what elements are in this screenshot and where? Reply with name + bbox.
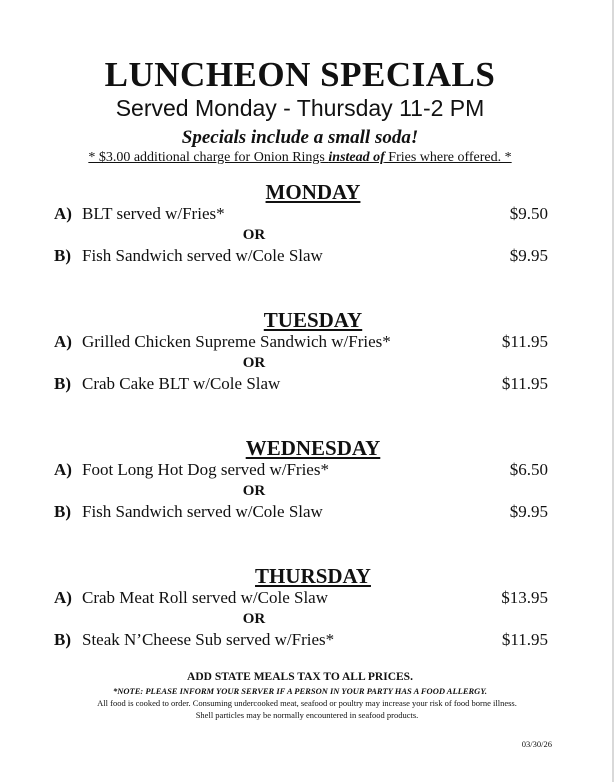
item-description: Grilled Chicken Supreme Sandwich w/Fries* [82,332,391,351]
item-description: Fish Sandwich served w/Cole Slaw [82,502,323,521]
menu-item [54,374,548,396]
item-price: $13.95 [501,588,548,607]
tax-note: ADD STATE MEALS TAX TO ALL PRICES. [187,671,413,683]
item-description: Fish Sandwich served w/Cole Slaw [82,246,323,265]
item-price: $9.95 [509,246,548,265]
item-price: $9.95 [509,502,548,521]
item-letter: B) [54,246,71,265]
surcharge-prefix: * $3.00 additional charge for Onion Rings [88,150,329,165]
item-price: $9.50 [509,204,548,223]
day-heading-thursday: THURSDAY [255,564,371,588]
item-description: Crab Cake BLT w/Cole Slaw [82,374,281,393]
menu-item [54,630,548,652]
item-price: $11.95 [501,374,548,393]
item-letter: A) [54,204,72,223]
item-description: Crab Meat Roll served w/Cole Slaw [82,588,328,607]
menu-item [54,460,548,482]
item-description: Foot Long Hot Dog served w/Fries* [82,460,329,479]
item-letter: B) [54,502,71,521]
surcharge-suffix: Fries where offered. * [384,150,512,165]
day-heading-tuesday: TUESDAY [263,308,363,332]
menu-date: 03/30/26 [521,739,552,749]
or-separator: OR [242,227,266,243]
item-description: BLT served w/Fries* [82,204,225,223]
menu-item [54,502,548,524]
item-price: $11.95 [501,630,548,649]
item-letter: A) [54,588,72,607]
item-price: $6.50 [509,460,548,479]
menu-item [54,332,548,354]
item-letter: A) [54,460,72,479]
item-description: Steak N’Cheese Sub served w/Fries* [82,630,335,649]
menu-item [54,246,548,268]
item-price: $11.95 [501,332,548,351]
item-letter: A) [54,332,72,351]
item-letter: B) [54,374,71,393]
allergy-note: *NOTE: PLEASE INFORM YOUR SERVER IF A PERSON IN YOUR PARTY HAS A FOOD ALLERGY. [113,686,487,696]
item-letter: B) [54,630,71,649]
surcharge-emphasis: instead of [328,150,385,165]
service-hours: Served Monday - Thursday 11-2 PM [115,95,485,121]
or-separator: OR [242,483,266,499]
shell-note: Shell particles may be normally encountered in seafood products. [195,710,419,720]
day-heading-wednesday: WEDNESDAY [245,436,381,460]
or-separator: OR [242,355,266,371]
menu-item [54,588,548,610]
cooking-note: All food is cooked to order. Consuming undercooked meat, seafood or poultry may increase your risk of food borne illness. [97,698,517,708]
or-separator: OR [242,611,266,627]
surcharge-note [0,150,600,166]
day-heading-monday: MONDAY [265,180,361,204]
soda-note: Specials include a small soda! [181,127,419,148]
menu-title: LUNCHEON SPECIALS [104,55,496,94]
menu-item [54,204,548,226]
